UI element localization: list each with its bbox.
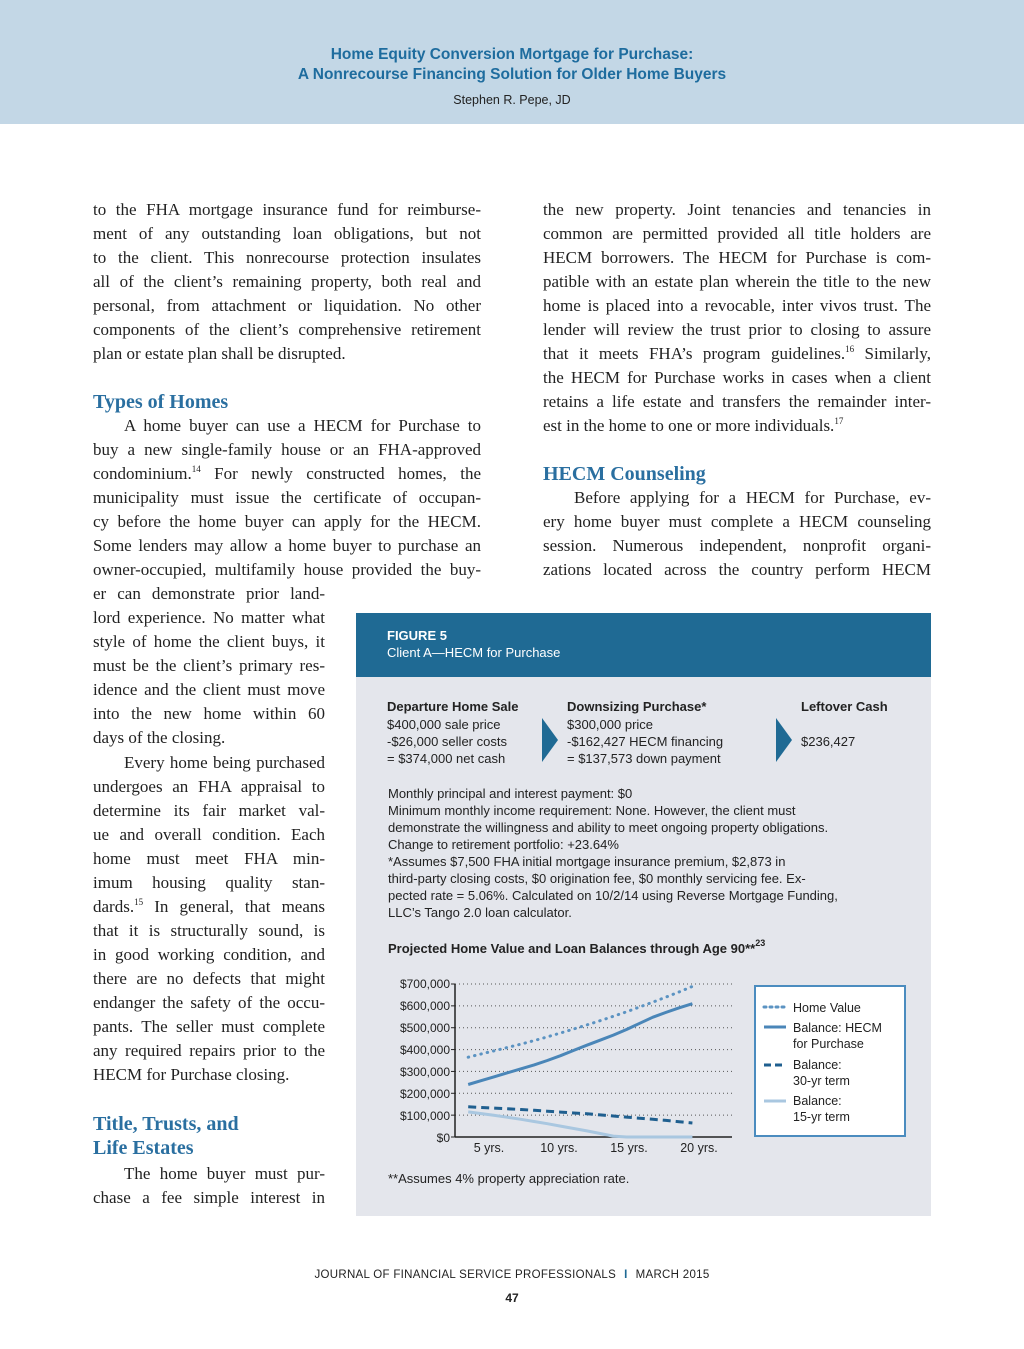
y-tick-label: $100,000 xyxy=(399,1109,450,1123)
figure-note: Change to retirement portfolio: +23.64% xyxy=(388,837,619,852)
figure-note: third-party closing costs, $0 origination fee, $0 monthly servicing fee. Ex- xyxy=(388,871,806,886)
downsizing-line: $300,000 price xyxy=(567,717,654,732)
text-line: the HECM for Purchase works in cases when a client xyxy=(543,368,931,387)
x-tick-label: 5 yrs. xyxy=(473,1141,505,1155)
text-line: chase a fee simple interest in xyxy=(93,1188,325,1207)
footer-separator: I xyxy=(624,1269,628,1281)
figure-note: Minimum monthly income requirement: None. However, the client must xyxy=(388,803,796,818)
text-line: plan or estate plan shall be disrupted. xyxy=(93,344,346,363)
departure-line: = $374,000 net cash xyxy=(387,751,506,766)
text-line: lord experience. No matter what xyxy=(93,608,325,627)
text-line: all of the client’s remaining property, both real and xyxy=(93,272,481,291)
departure-home-sale-title: Departure Home Sale xyxy=(387,699,519,714)
x-tick-label: 10 yrs. xyxy=(540,1141,578,1155)
figure-header xyxy=(356,613,931,677)
text-line: in good working condition, and xyxy=(93,945,325,964)
footnote-16: 16 xyxy=(845,344,855,354)
text-line: condominium.$^{14}$ For newly constructed homes, the xyxy=(93,464,481,483)
text-line: est in the home to one or more individuals.$^{17}$ xyxy=(543,416,844,435)
page-number: 47 xyxy=(505,1291,519,1305)
journal-footer xyxy=(0,1269,1024,1281)
text-line: any required repairs prior to the xyxy=(93,1041,325,1060)
text-line: personal, from attachment or liquidation. No other xyxy=(93,296,481,315)
departure-line: $400,000 sale price xyxy=(387,717,501,732)
figure-note: *Assumes $7,500 FHA initial mortgage insurance premium, $2,873 in xyxy=(388,854,786,869)
legend-label: 30-yr term xyxy=(793,1074,850,1088)
chart-title: Projected Home Value and Loan Balances through Age 90**$^{23}$ xyxy=(388,938,766,956)
text-line: home is placed into a revocable, inter vivos trust. The xyxy=(543,296,931,315)
leftover-cash-value: $236,427 xyxy=(801,734,856,749)
legend-label: Balance: xyxy=(793,1058,842,1072)
legend-label: Balance: HECM xyxy=(793,1021,882,1035)
journal-name: JOURNAL OF FINANCIAL SERVICE PROFESSIONALS xyxy=(314,1269,617,1281)
figure-subtitle: Client A—HECM for Purchase xyxy=(387,645,561,660)
figure-note: LLC’s Tango 2.0 loan calculator. xyxy=(388,905,572,920)
legend-label: for Purchase xyxy=(793,1037,864,1051)
footnote-14: 14 xyxy=(191,464,201,474)
text-line: must be the client’s primary res- xyxy=(93,656,325,675)
downsizing-line: -$162,427 HECM financing xyxy=(567,734,724,749)
text-line: retains a life estate and transfers the remainder inter- xyxy=(543,392,931,411)
heading-title-trusts: Title, Trusts, and xyxy=(93,1113,239,1135)
author: Stephen R. Pepe, JD xyxy=(453,93,571,107)
legend-label: Balance: xyxy=(793,1094,842,1108)
text-line: ery home buyer must complete a HECM counseling xyxy=(543,512,931,531)
text-line: undergoes an FHA appraisal to xyxy=(93,777,325,796)
text-line: owner-occupied, multifamily house provided the buy- xyxy=(93,560,481,579)
legend-label: Home Value xyxy=(793,1001,861,1015)
x-tick-label: 15 yrs. xyxy=(610,1141,648,1155)
text-line: HECM borrowers. The HECM for Purchase is com- xyxy=(543,248,931,267)
issue-date: MARCH 2015 xyxy=(635,1269,710,1281)
text-line: pants. The seller must complete xyxy=(93,1017,325,1036)
figure-note: Monthly principal and interest payment: $0 xyxy=(388,786,633,801)
figure-note: pected rate = 5.06%. Calculated on 10/2/14 using Reverse Mortgage Funding, xyxy=(388,888,838,903)
text-line: days of the closing. xyxy=(93,728,226,747)
text-line: er can demonstrate prior land- xyxy=(93,584,325,603)
y-tick-label: $0 xyxy=(436,1131,450,1145)
text-line: dards.$^{15}$ In general, that means xyxy=(93,897,325,916)
heading-hecm-counseling: HECM Counseling xyxy=(543,463,706,485)
heading-life-estates: Life Estates xyxy=(93,1137,194,1159)
text-line: patible with an estate plan wherein the title to the new xyxy=(543,272,931,291)
footnote-15: 15 xyxy=(134,897,144,907)
y-tick-label: $200,000 xyxy=(399,1087,450,1101)
text-line: session. Numerous independent, nonprofit organi- xyxy=(543,536,931,555)
text-line: municipality must issue the certificate of occupan- xyxy=(93,488,481,507)
figure-label: FIGURE 5 xyxy=(387,628,447,643)
legend-label: 15-yr term xyxy=(793,1110,850,1124)
arrow-right-icon xyxy=(542,718,558,762)
text-line: style of home the client buys, it xyxy=(93,632,325,651)
text-line: The home buyer must pur- xyxy=(124,1164,325,1183)
y-tick-label: $500,000 xyxy=(399,1021,450,1035)
text-line: that it meets FHA’s program guidelines.$^{16}$ Similarly, xyxy=(543,344,931,363)
text-line: Before applying for a HECM for Purchase, ev- xyxy=(574,488,931,507)
text-line: imum housing quality stan- xyxy=(93,873,325,892)
text-line: idence and the client must move xyxy=(93,680,325,699)
text-line: zations located across the country perform HECM xyxy=(543,560,931,579)
departure-line: -$26,000 seller costs xyxy=(387,734,507,749)
text-line: lender will review the trust prior to closing to assure xyxy=(543,320,931,339)
footnote-17: 17 xyxy=(834,416,844,426)
text-line: Some lenders may allow a home buyer to purchase an xyxy=(93,536,481,555)
text-line: home must meet FHA min- xyxy=(93,849,325,868)
figure-note: demonstrate the willingness and ability to meet ongoing property obligations. xyxy=(388,820,829,835)
footnote-23: 23 xyxy=(755,938,766,948)
y-tick-label: $700,000 xyxy=(399,977,450,991)
figure-footnote: **Assumes 4% property appreciation rate. xyxy=(388,1171,630,1186)
heading-types-of-homes: Types of Homes xyxy=(93,391,229,413)
y-tick-label: $600,000 xyxy=(399,999,450,1013)
y-tick-label: $400,000 xyxy=(399,1043,450,1057)
text-line: components of the client’s comprehensive retirement xyxy=(93,320,481,339)
y-tick-label: $300,000 xyxy=(399,1065,450,1079)
text-line: ue and overall condition. Each xyxy=(93,825,325,844)
text-line: ment of any outstanding loan obligations, but not xyxy=(93,224,481,243)
leftover-cash-title: Leftover Cash xyxy=(801,699,888,714)
x-tick-label: 20 yrs. xyxy=(680,1141,718,1155)
text-line: to the client. This nonrecourse protection insulates xyxy=(93,248,481,267)
text-line: buy a new single-family house or an FHA-approved xyxy=(93,440,481,459)
downsizing-line: = $137,573 down payment xyxy=(567,751,721,766)
article-title-line1: Home Equity Conversion Mortgage for Purchase: xyxy=(330,46,694,63)
text-line: the new property. Joint tenancies and tenancies in xyxy=(543,200,931,219)
text-line: Every home being purchased xyxy=(124,753,325,772)
text-line: cy before the home buyer can apply for the HECM. xyxy=(93,512,481,531)
text-line: there are no defects that might xyxy=(93,969,325,988)
text-line: A home buyer can use a HECM for Purchase to xyxy=(124,416,481,435)
downsizing-purchase-title: Downsizing Purchase* xyxy=(567,699,707,714)
text-line: HECM for Purchase closing. xyxy=(93,1065,290,1084)
text-line: common are permitted provided all title holders are xyxy=(543,224,931,243)
text-line: into the new home within 60 xyxy=(93,704,325,723)
text-line: determine its fair market val- xyxy=(93,801,325,820)
article-title-line2: A Nonrecourse Financing Solution for Older Home Buyers xyxy=(297,66,727,83)
text-line: that it is structurally sound, is xyxy=(93,921,325,940)
text-line: endanger the safety of the occu- xyxy=(93,993,325,1012)
text-line: to the FHA mortgage insurance fund for reimburse- xyxy=(93,200,481,219)
arrow-right-icon xyxy=(776,718,792,762)
